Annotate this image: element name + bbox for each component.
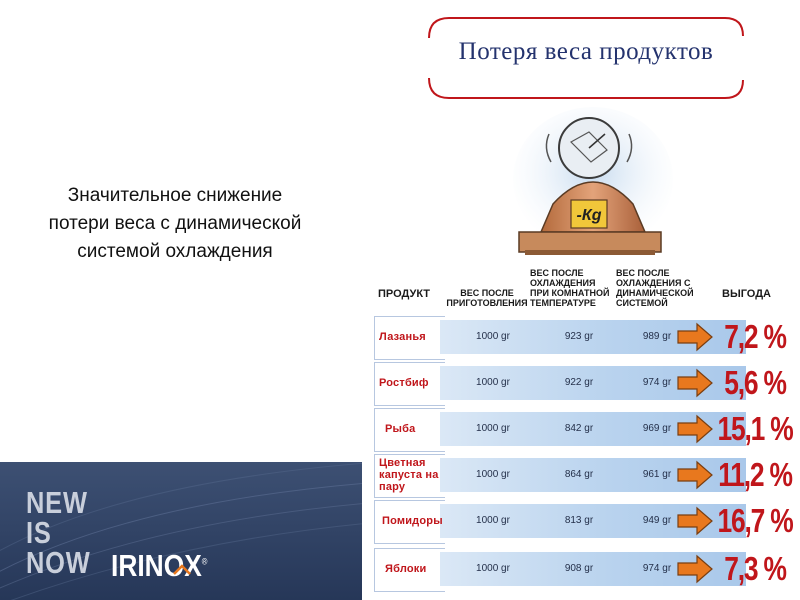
trademark-mark: ® xyxy=(201,556,208,567)
weight-after-dynamic: 989 gr xyxy=(642,331,672,342)
arrow-right-icon xyxy=(677,554,713,584)
weight-after-cooking: 1000 gr xyxy=(476,331,510,342)
weight-after-room-temp: 813 gr xyxy=(564,515,594,526)
column-header-after-cooking: ВЕС ПОСЛЕ ПРИГОТОВЛЕНИЯ xyxy=(446,288,528,308)
table-row xyxy=(374,408,800,450)
weight-after-room-temp: 922 gr xyxy=(564,377,594,388)
scale-weight-label: -Кg xyxy=(576,207,602,224)
table-row xyxy=(374,454,800,496)
weight-after-room-temp: 864 gr xyxy=(564,469,594,480)
gain-value: 16,7 % xyxy=(717,502,793,539)
brand-slogan xyxy=(26,485,91,580)
product-name: Цветная капуста на пару xyxy=(379,457,439,493)
weight-after-room-temp: 842 gr xyxy=(564,423,594,434)
gain-value: 11,2 % xyxy=(718,456,792,493)
weight-after-dynamic: 974 gr xyxy=(642,377,672,388)
table-row xyxy=(374,316,800,358)
arrow-right-icon xyxy=(677,322,713,352)
product-name: Яблоки xyxy=(385,563,427,575)
column-header-after-dynamic: ВЕС ПОСЛЕ ОХЛАЖДЕНИЯ С ДИНАМИЧЕСКОЙ СИСТЕМОЙ xyxy=(616,268,694,308)
table-row xyxy=(374,548,800,590)
gain-value: 5,6 % xyxy=(724,364,786,401)
column-header-product: ПРОДУКТ xyxy=(378,288,431,300)
description-text: Значительное снижение потери веса с динамической системой охлаждения xyxy=(48,185,302,262)
product-name: Рыба xyxy=(385,423,416,435)
weight-after-cooking: 1000 gr xyxy=(476,563,510,574)
gain-value: 7,3 % xyxy=(724,550,786,587)
weight-after-dynamic: 969 gr xyxy=(642,423,672,434)
brand-panel xyxy=(0,462,362,600)
title-frame xyxy=(425,14,747,102)
slogan-line: NEW xyxy=(26,485,88,520)
gain-value: 7,2 % xyxy=(724,318,786,355)
weight-after-cooking: 1000 gr xyxy=(476,469,510,480)
arrow-right-icon xyxy=(677,506,713,536)
arrow-right-icon xyxy=(677,368,713,398)
slogan-line: IS xyxy=(26,515,52,550)
arrow-right-icon xyxy=(677,460,713,490)
gain-value: 15,1 % xyxy=(717,410,793,447)
column-header-after-room-temp: ВЕС ПОСЛЕ ОХЛАЖДЕНИЯ ПРИ КОМНАТНОЙ ТЕМПЕРАТУРЕ xyxy=(530,268,610,308)
table-row xyxy=(374,362,800,404)
weight-after-cooking: 1000 gr xyxy=(476,377,510,388)
slogan-line: NOW xyxy=(26,545,91,580)
weight-after-room-temp: 923 gr xyxy=(564,331,594,342)
page-title: Потеря веса продуктов xyxy=(458,38,714,65)
weight-after-cooking: 1000 gr xyxy=(476,515,510,526)
scale-illustration xyxy=(505,104,675,264)
product-name: Ростбиф xyxy=(379,377,429,389)
logo-x-accent-icon xyxy=(170,558,194,582)
table-row xyxy=(374,500,800,542)
logo-text: IRINOX xyxy=(111,548,202,583)
weight-after-dynamic: 961 gr xyxy=(642,469,672,480)
weight-after-room-temp: 908 gr xyxy=(564,563,594,574)
weight-after-cooking: 1000 gr xyxy=(476,423,510,434)
weight-after-dynamic: 974 gr xyxy=(642,563,672,574)
column-header-gain: ВЫГОДА xyxy=(722,288,771,300)
product-name: Лазанья xyxy=(379,331,426,343)
product-name: Помидоры xyxy=(382,515,443,527)
arrow-right-icon xyxy=(677,414,713,444)
weight-after-dynamic: 949 gr xyxy=(642,515,672,526)
